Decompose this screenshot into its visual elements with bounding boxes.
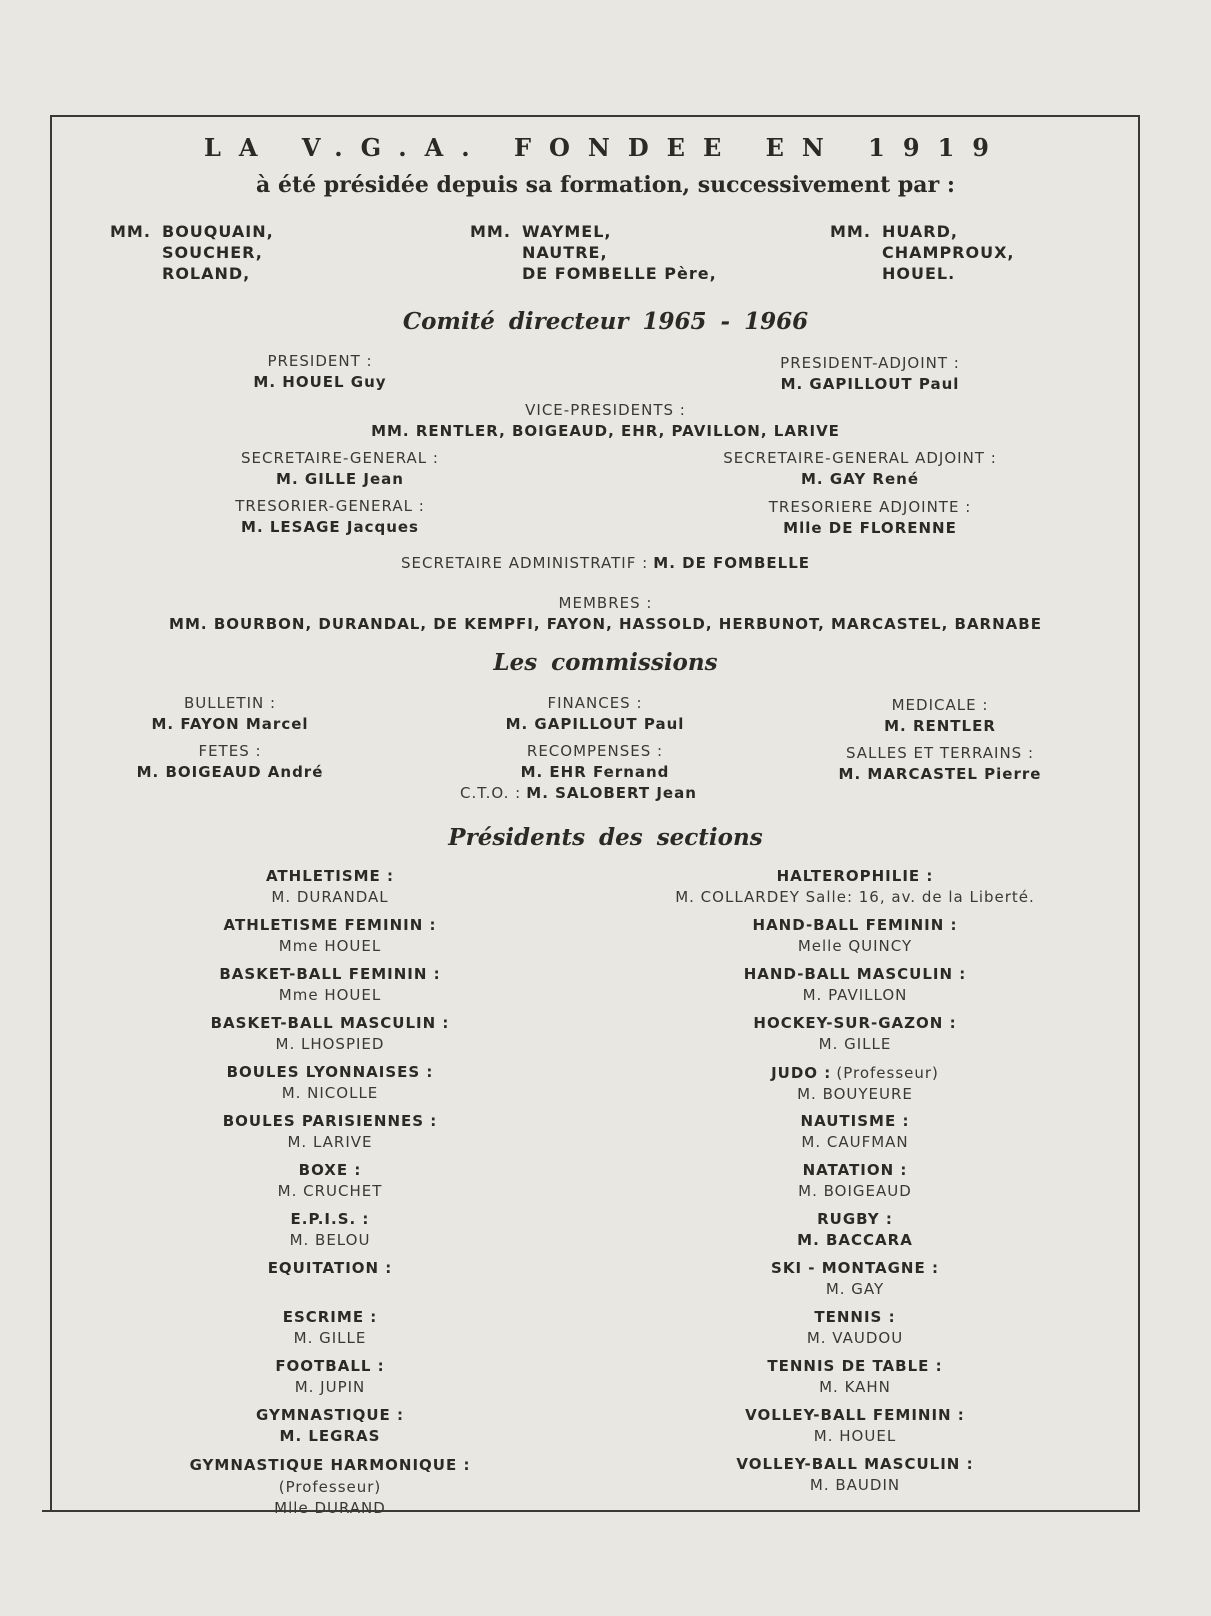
section-president: M. BOIGEAUD [798,1182,912,1200]
secretaire-administratif-value: M. DE FOMBELLE [653,554,810,572]
section-president: M. NICOLLE [281,1084,379,1102]
section-label: E.P.I.S. : [290,1210,370,1228]
section-label: ATHLETISME : [265,867,395,885]
salles-value: M. MARCASTEL Pierre [838,765,1042,783]
section-entry [140,866,520,908]
section-label: FOOTBALL : [275,1357,385,1375]
section-president: M. BACCARA [797,1231,913,1249]
section-entry [630,1013,1080,1055]
section-label: BOULES PARISIENNES : [222,1112,438,1130]
cto-row [460,783,697,802]
secretaire-general-adjoint-value: M. GAY René [801,470,919,488]
president-adjoint-block [730,353,1010,395]
past-president-name: HOUEL. [882,264,956,283]
section-entry [140,1405,520,1447]
section-label: EQUITATION : [267,1259,393,1277]
president-block [200,351,440,393]
section-entry [140,1307,520,1349]
section-label: BASKET-BALL MASCULIN : [210,1014,450,1032]
past-presidents-col-2 [470,221,770,287]
section-president: M. DURANDAL [271,888,389,906]
past-president-name: BOUQUAIN, [162,222,274,241]
section-president: M. HOUEL [813,1427,897,1445]
section-entry [630,964,1080,1006]
cto-value: M. SALOBERT Jean [526,784,697,802]
recompenses-value: M. EHR Fernand [520,763,670,781]
section-president: Melle QUINCY [797,937,913,955]
section-president: M. LHOSPIED [275,1035,385,1053]
secretaire-general-adjoint-block [690,448,1030,490]
section-entry [630,915,1080,957]
bulletin-label: BULLETIN : [183,694,277,712]
section-label: VOLLEY-BALL MASCULIN : [736,1455,974,1473]
section-entry [630,1258,1080,1300]
membres-value: MM. BOURBON, DURANDAL, DE KEMPFI, FAYON, HASSOLD, HERBUNOT, MARCASTEL, BARNABE [169,615,1042,633]
past-presidents-prefix: MM. [830,222,871,241]
president-value: M. HOUEL Guy [253,373,387,391]
section-president: M. PAVILLON [802,986,908,1004]
secretaire-general-label: SECRETAIRE-GENERAL : [241,449,439,467]
section-entry [140,1356,520,1398]
past-presidents-prefix: MM. [470,222,511,241]
section-entry [630,1454,1080,1496]
sections-left-column [140,866,520,1517]
section-label: ESCRIME : [282,1308,378,1326]
section-entry [140,1160,520,1202]
section-label: BOXE : [298,1161,362,1179]
section-president: M. BAUDIN [809,1476,901,1494]
section-entry [140,1062,520,1104]
section-entry [630,1405,1080,1447]
section-label: HALTEROPHILIE : [776,867,934,885]
section-label: NAUTISME : [800,1112,910,1130]
section-label: TENNIS DE TABLE : [767,1357,943,1375]
section-president: M. VAUDOU [806,1329,904,1347]
section-label: JUDO : [771,1064,832,1082]
recompenses-label: RECOMPENSES : [526,742,664,760]
section-president: M. LEGRAS [279,1427,381,1445]
section-label: HOCKEY-SUR-GAZON : [753,1014,957,1032]
comite-heading: Comité directeur 1965 - 1966 [402,308,809,335]
section-entry [630,1160,1080,1202]
secretaire-general-adjoint-label: SECRETAIRE-GENERAL ADJOINT : [723,449,997,467]
section-president: M. KAHN [819,1378,891,1396]
past-presidents-col-3 [830,221,1090,287]
section-entry [630,1307,1080,1349]
secretaire-administratif-label: SECRETAIRE ADMINISTRATIF : [400,554,649,572]
fetes-value: M. BOIGEAUD André [136,763,324,781]
vice-presidents-label: VICE-PRESIDENTS : [525,401,686,419]
section-entry [630,1356,1080,1398]
section-entry [630,866,1080,908]
page-title: LA V.G.A. FONDEE EN 1919 [204,133,1007,162]
section-entry [140,1209,520,1251]
section-label: ATHLETISME FEMININ : [223,916,437,934]
tresoriere-adjointe-label: TRESORIERE ADJOINTE : [768,498,972,516]
section-label: BASKET-BALL FEMININ : [219,965,441,983]
cto-label: C.T.O. : [460,784,522,802]
section-entry [630,1111,1080,1153]
salles-label: SALLES ET TERRAINS : [845,744,1035,762]
section-note: (Professeur) [278,1478,382,1496]
past-president-name: NAUTRE, [522,243,608,262]
medicale-value: M. RENTLER [884,717,996,735]
section-entry [140,915,520,957]
section-president: M. BOUYEURE [797,1085,913,1103]
secretaire-general-value: M. GILLE Jean [276,470,404,488]
section-note: (Professeur) [836,1064,939,1082]
section-president: M. JUPIN [294,1378,366,1396]
president-adjoint-value: M. GAPILLOUT Paul [780,375,960,393]
bulletin-block [130,693,330,735]
medicale-block [830,695,1050,737]
past-president-name: DE FOMBELLE Père, [522,264,717,283]
section-label: GYMNASTIQUE : [256,1406,404,1424]
section-label: RUGBY : [817,1210,893,1228]
secretaire-administratif-row [0,553,1211,572]
section-president: M. GILLE [293,1329,367,1347]
vice-presidents-block [0,400,1211,442]
section-president: M. BELOU [289,1231,371,1249]
section-entry [140,1454,520,1519]
section-label: TENNIS : [814,1308,896,1326]
section-label: SKI - MONTAGNE : [771,1259,939,1277]
section-president: M. GILLE [818,1035,892,1053]
bulletin-value: M. FAYON Marcel [151,715,309,733]
finances-value: M. GAPILLOUT Paul [505,715,685,733]
medicale-label: MEDICALE : [891,696,989,714]
section-label: HAND-BALL MASCULIN : [743,965,967,983]
section-entry [140,1013,520,1055]
section-label: BOULES LYONNAISES : [226,1063,434,1081]
section-president: M. LARIVE [287,1133,373,1151]
section-president: Mme HOUEL [278,937,382,955]
recompenses-block [480,741,710,783]
tresoriere-adjointe-value: Mlle DE FLORENNE [783,519,957,537]
finances-label: FINANCES : [547,694,643,712]
past-president-name: HUARD, [882,222,958,241]
section-president: M. CAUFMAN [801,1133,909,1151]
past-presidents-prefix: MM. [110,222,151,241]
secretaire-general-block [200,448,480,490]
section-entry [140,964,520,1006]
past-president-name: SOUCHER, [162,243,263,262]
section-entry [140,1111,520,1153]
section-president: M. CRUCHET [277,1182,383,1200]
tresorier-general-block [200,496,460,538]
section-president: M. GAY [825,1280,885,1298]
fetes-label: FETES : [198,742,262,760]
fetes-block [130,741,330,783]
page-subtitle: à été présidée depuis sa formation, successivement par : [256,172,955,198]
membres-label: MEMBRES : [558,594,653,612]
sections-right-column [630,866,1080,1506]
finances-block [480,693,710,735]
tresorier-general-label: TRESORIER-GENERAL : [235,497,425,515]
tresorier-general-value: M. LESAGE Jacques [241,518,419,536]
commissions-heading: Les commissions [493,649,718,676]
section-president: Mlle DURAND [274,1499,386,1517]
section-president: Mme HOUEL [278,986,382,1004]
section-president: M. COLLARDEY Salle: 16, av. de la Liberté. [675,888,1035,906]
salles-block [820,743,1060,785]
vice-presidents-value: MM. RENTLER, BOIGEAUD, EHR, PAVILLON, LARIVE [371,422,840,440]
section-entry [630,1062,1080,1105]
past-president-name: WAYMEL, [522,222,612,241]
section-label: GYMNASTIQUE HARMONIQUE : [189,1456,471,1474]
tresoriere-adjointe-block [720,497,1020,539]
president-adjoint-label: PRESIDENT-ADJOINT : [780,354,960,372]
sections-heading: Présidents des sections [448,824,763,851]
section-label: VOLLEY-BALL FEMININ : [745,1406,965,1424]
past-president-name: ROLAND, [162,264,251,283]
past-presidents-col-1 [110,221,370,287]
section-entry [140,1258,520,1279]
past-president-name: CHAMPROUX, [882,243,1015,262]
president-label: PRESIDENT : [267,352,373,370]
section-label: HAND-BALL FEMININ : [752,916,958,934]
section-label: NATATION : [802,1161,908,1179]
membres-block [0,593,1211,635]
section-entry [630,1209,1080,1251]
